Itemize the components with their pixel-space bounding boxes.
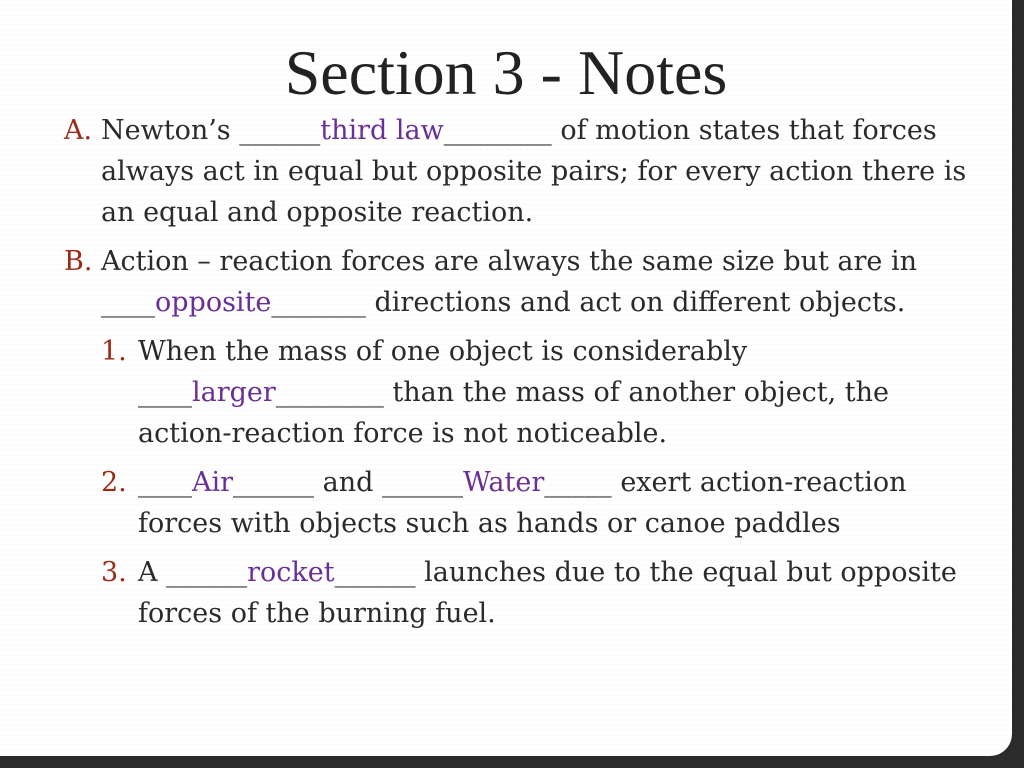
- text-segment: ________ than the mass of another object, the action-reaction force is not noticeable.: [138, 377, 890, 449]
- item-text: [138, 331, 989, 454]
- item-marker: 1.: [101, 336, 127, 367]
- text-segment: _____ exert action-reaction forces with objects such as hands or canoe paddles: [138, 467, 907, 539]
- item-text: [138, 462, 989, 544]
- lettered-item: [64, 241, 989, 323]
- text-segment: When the mass of one object is considerably ____: [138, 336, 748, 408]
- item-text: [138, 552, 989, 634]
- fill-in-answer: rocket: [247, 557, 335, 588]
- fill-in-answer: Air: [192, 467, 234, 498]
- fill-in-answer: larger: [192, 377, 276, 408]
- numbered-item: [101, 331, 989, 454]
- numbered-item: [101, 462, 989, 544]
- lettered-item: [64, 110, 989, 233]
- item-text: [101, 241, 989, 323]
- text-segment: A ______: [138, 557, 248, 588]
- numbered-item: [101, 552, 989, 634]
- item-marker: 2.: [101, 467, 127, 498]
- text-segment: ______ launches due to the equal but opposite forces of the burning fuel.: [138, 557, 957, 629]
- fill-in-answer: third law: [320, 115, 444, 146]
- text-segment: ________ of motion states that forces always act in equal but opposite pairs; for every action there is an equal and opposite reaction.: [101, 115, 967, 228]
- slide-title: Section 3 - Notes: [284, 37, 728, 108]
- fill-in-answer: opposite: [155, 287, 272, 318]
- text-segment: Newton’s ______: [101, 115, 321, 146]
- notes-list: [64, 110, 989, 642]
- item-text: [101, 110, 989, 233]
- item-marker: 3.: [101, 557, 127, 588]
- text-segment: ____: [138, 467, 192, 498]
- text-segment: ______ and ______: [233, 467, 463, 498]
- text-segment: _______ directions and act on different objects.: [271, 287, 906, 318]
- item-marker: A.: [64, 115, 93, 146]
- text-segment: Action – reaction forces are always the same size but are in ____: [101, 246, 918, 318]
- fill-in-answer: Water: [462, 467, 545, 498]
- item-marker: B.: [64, 246, 93, 277]
